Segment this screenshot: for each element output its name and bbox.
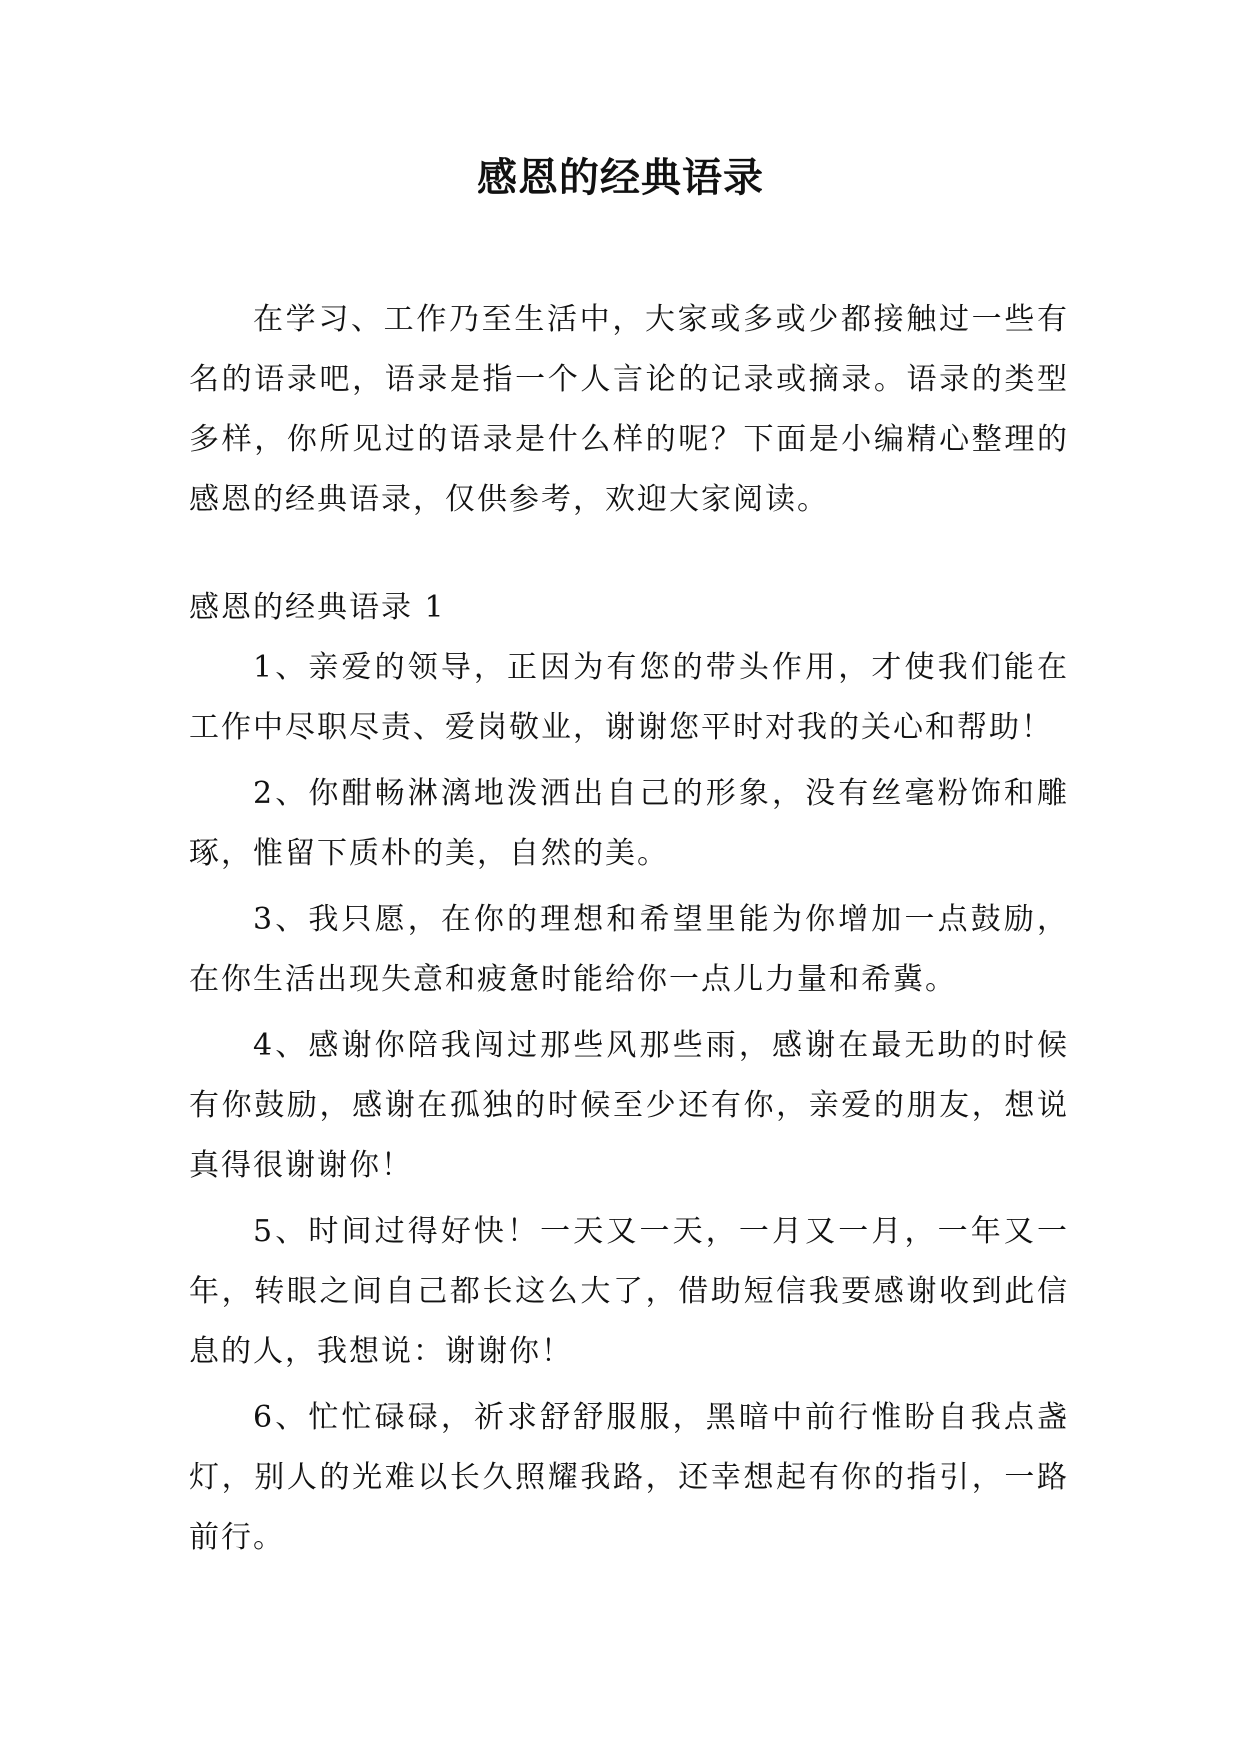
quote-paragraph: 4、感谢你陪我闯过那些风那些雨，感谢在最无助的时候有你鼓励，感谢在孤独的时候至少还有你，亲爱的朋友，想说真得很谢谢你！	[189, 1028, 1069, 1183]
quote-paragraph: 2、你酣畅淋漓地泼洒出自己的形象，没有丝毫粉饰和雕琢，惟留下质朴的美，自然的美。	[189, 776, 1069, 871]
quote-paragraph: 6、忙忙碌碌，祈求舒舒服服，黑暗中前行惟盼自我点盏灯，别人的光难以长久照耀我路，还幸想起有你的指引，一路前行。	[189, 1400, 1069, 1555]
quote-paragraph: 1、亲爱的领导，正因为有您的带头作用，才使我们能在工作中尽职尽责、爱岗敬业，谢谢您平时对我的关心和帮助！	[189, 650, 1069, 745]
intro-paragraph: 在学习、工作乃至生活中，大家或多或少都接触过一些有名的语录吧，语录是指一个人言论的记录或摘录。语录的类型多样，你所见过的语录是什么样的呢？下面是小编精心整理的感恩的经典语录，仅供参考，欢迎大家阅读。	[189, 302, 1069, 517]
document-body	[189, 290, 1069, 1574]
section-heading: 感恩的经典语录 1	[189, 590, 446, 625]
document-title: 感恩的经典语录	[477, 154, 764, 201]
quote-paragraph: 5、时间过得好快！一天又一天，一月又一月，一年又一年，转眼之间自己都长这么大了，借助短信我要感谢收到此信息的人，我想说：谢谢你！	[189, 1214, 1069, 1369]
quote-paragraph: 3、我只愿，在你的理想和希望里能为你增加一点鼓励，在你生活出现失意和疲惫时能给你一点儿力量和希冀。	[189, 902, 1069, 997]
